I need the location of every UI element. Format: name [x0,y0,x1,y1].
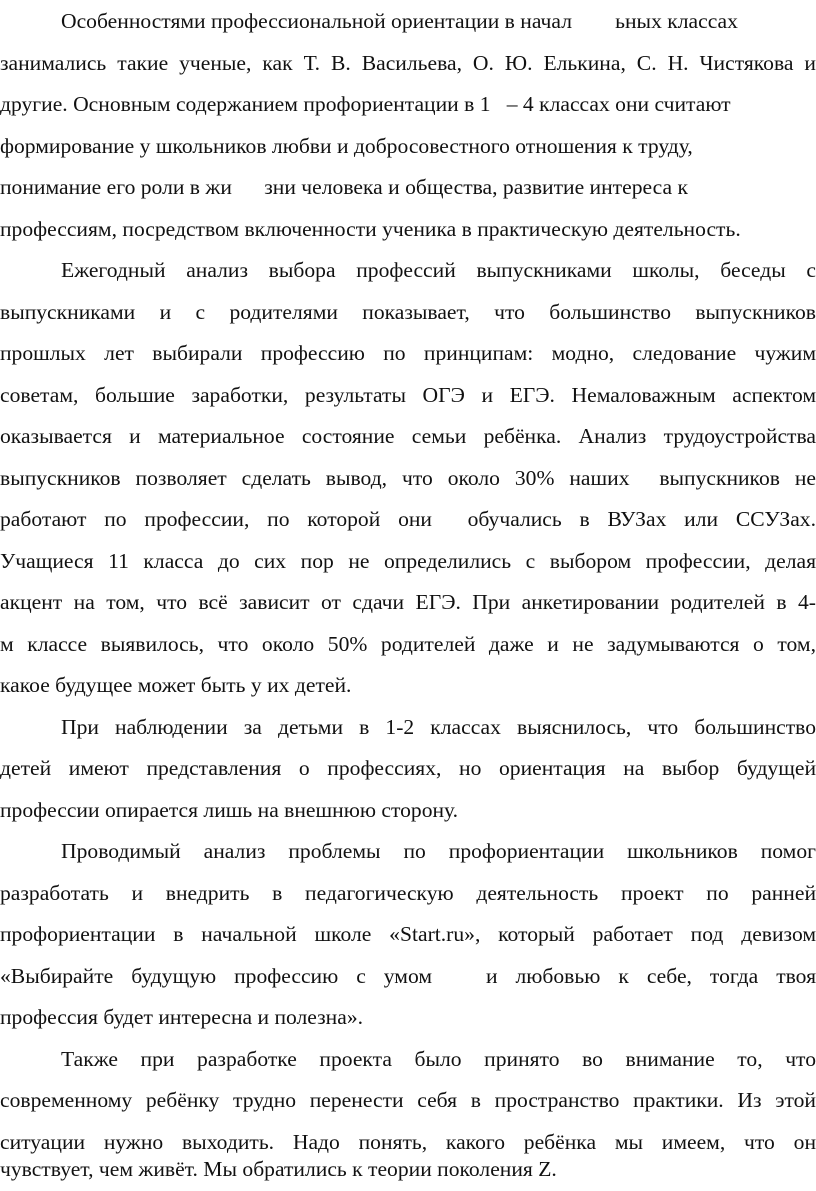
paragraph-line: формирование у школьников любви и добросовестного отношения к труду, [0,134,693,158]
paragraph-line: м классе выявилось, что около 50% родителей даже и не задумываются о том, [0,632,816,656]
paragraph-line: «Выбирайте будущую профессию с умом и любовью к себе, тогда твоя [0,964,816,988]
paragraph-line: Учащиеся 11 класса до сих пор не определились с выбором профессии, делая [0,549,816,573]
paragraph-line: занимались такие ученые, как Т. В. Васильева, О. Ю. Елькина, С. Н. Чистякова и [0,51,816,75]
paragraph-line: При наблюдении за детьми в 1-2 классах выяснилось, что большинство [61,715,816,739]
paragraph-line: прошлых лет выбирали профессию по принципам: модно, следование чужим [0,341,816,365]
paragraph-line: разработать и внедрить в педагогическую деятельность проект по ранней [0,881,816,905]
paragraph-line: оказывается и материальное состояние семьи ребёнка. Анализ трудоустройства [0,424,816,448]
paragraph-line: другие. Основным содержанием профориентации в 1 – 4 классах они считают [0,92,731,116]
paragraph-line: профессиям, посредством включенности ученика в практическую деятельность. [0,217,741,241]
paragraph-line: выпускниками и с родителями показывает, что большинство выпускников [0,300,816,324]
paragraph-line: профессия будет интересна и полезна». [0,1005,364,1029]
paragraph-line: понимание его роли в жи зни человека и общества, развитие интереса к [0,175,688,199]
paragraph-line: чувствует, чем живёт. Мы обратились к теории поколения Z. [0,1157,557,1181]
paragraph-line: работают по профессии, по которой они обучались в ВУЗах или ССУЗах. [0,507,816,531]
paragraph-line: профориентации в начальной школе «Start.ru», который работает под девизом [0,922,816,946]
paragraph-line: выпускников позволяет сделать вывод, что около 30% наших выпускников не [0,466,816,490]
paragraph-line: акцент на том, что всё зависит от сдачи ЕГЭ. При анкетировании родителей в 4- [0,590,816,614]
paragraph-line: Проводимый анализ проблемы по профориентации школьников помог [61,839,816,863]
paragraph-line: Также при разработке проекта было принято во внимание то, что [61,1047,816,1071]
paragraph-line: ситуации нужно выходить. Надо понять, какого ребёнка мы имеем, что он [0,1130,816,1154]
paragraph-line: какое будущее может быть у их детей. [0,673,352,697]
paragraph-line: Ежегодный анализ выбора профессий выпускниками школы, беседы с [61,258,816,282]
paragraph-line: профессии опирается лишь на внешнюю сторону. [0,798,459,822]
paragraph-line: современному ребёнку трудно перенести себя в пространство практики. Из этой [0,1088,816,1112]
paragraph-line: Особенностями профессиональной ориентации в начал ьных классах [61,9,738,33]
paragraph-line: детей имеют представления о профессиях, но ориентация на выбор будущей [0,756,816,780]
paragraph-line: советам, большие заработки, результаты ОГЭ и ЕГЭ. Немаловажным аспектом [0,383,816,407]
